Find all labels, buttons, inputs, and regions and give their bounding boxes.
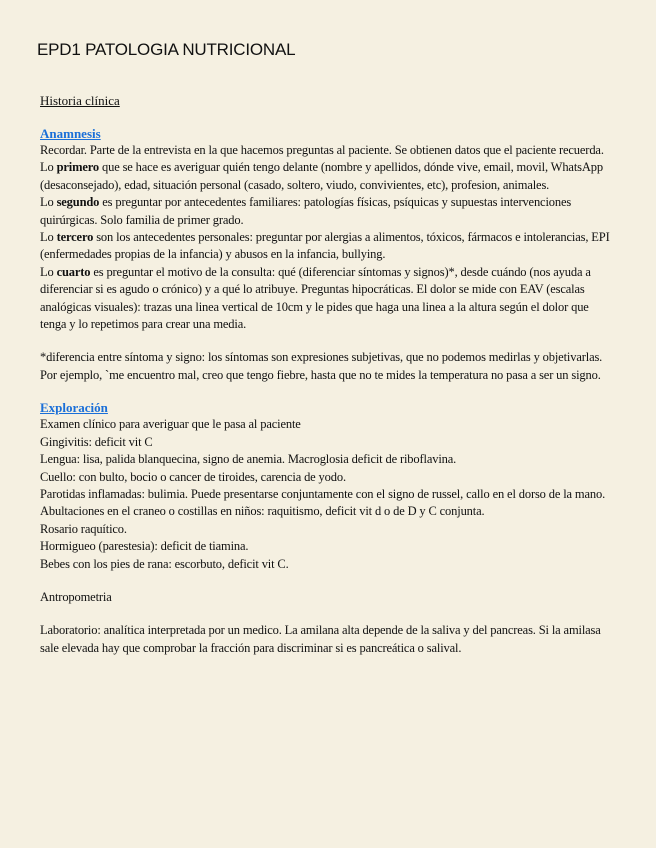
anamnesis-heading[interactable]: Anamnesis <box>40 126 101 141</box>
section-heading-historia: Historia clínica <box>40 93 120 108</box>
antropometria-heading: Antropometria <box>40 589 112 604</box>
exploracion-line: Abultaciones en el craneo o costillas en niños: raquitismo, deficit vit d o de D y C conjunta. <box>40 504 485 519</box>
anamnesis-paragraph-cuarto: Lo cuarto es preguntar el motivo de la consulta: qué (diferenciar síntomas y signos)*, desde cuándo (nos ayuda a diferenciar si es agudo o crónico) y a qué lo atribuye. Preguntas hipocráticas. El dolor se mide con EAV (escalas analógicas visuales): trazas una linea vertical de 10cm y le pides que haga una linea a la altura según el dolor que tenga y lo repetimos para crear una media. <box>40 264 591 332</box>
anamnesis-footnote: *diferencia entre síntoma y signo: los síntomas son expresiones subjetivas, que no podemos medirlas y objetivarlas. Por ejemplo, `me encuentro mal, creo que tengo fiebre, hasta que no te mides la temperatura no pasa a ser un signo. <box>40 350 603 382</box>
bold-segundo: segundo <box>56 195 100 210</box>
anamnesis-paragraph-segundo: Lo segundo es preguntar por antecedentes familiares: patologías físicas, psíquicas y supuestas intervenciones quirúrgicas. Solo familia de primer grado. <box>40 195 572 227</box>
exploracion-line: Cuello: con bulto, bocio o cancer de tiroides, carencia de yodo. <box>40 469 346 484</box>
anamnesis-paragraph-tercero: Lo tercero son los antecedentes personales: preguntar por alergias a alimentos, tóxicos, fármacos e intolerancias, EPI (enfermedades propias de la infancia) y abusos en la infancia, bullying. <box>40 230 610 262</box>
exploracion-line: Rosario raquítico. <box>40 521 127 536</box>
exploracion-line: Hormigueo (parestesia): deficit de tiamina. <box>40 539 249 554</box>
exploracion-line: Examen clínico para averiguar que le pasa al paciente <box>40 417 301 432</box>
document-title: EPD1 PATOLOGIA NUTRICIONAL <box>37 40 296 59</box>
exploracion-line: Parotidas inflamadas: bulimia. Puede presentarse conjuntamente con el signo de russel, callo en el dorso de la mano. <box>40 486 606 501</box>
exploracion-line: Gingivitis: deficit vit C <box>40 434 153 449</box>
bold-cuarto: cuarto <box>56 264 91 279</box>
bold-primero: primero <box>56 160 100 175</box>
bold-tercero: tercero <box>56 230 94 245</box>
laboratorio-paragraph: Laboratorio: analítica interpretada por un medico. La amilana alta depende de la saliva y del pancreas. Si la amilasa sale elevada hay que comprobar la fracción para discriminar si es pancreática o salival. <box>40 623 601 655</box>
exploracion-heading[interactable]: Exploración <box>40 400 108 416</box>
anamnesis-paragraph-primero: Lo primero que se hace es averiguar quién tengo delante (nombre y apellidos, dónde vive, email, movil, WhatsApp (desaconsejado), edad, situación personal (casado, soltero, viudo, convivientes, etc), profesion, animales. <box>40 160 603 192</box>
anamnesis-intro: Recordar. Parte de la entrevista en la que hacemos preguntas al paciente. Se obtienen datos que el paciente recuerda. <box>40 143 604 157</box>
exploracion-line: Lengua: lisa, palida blanquecina, signo de anemia. Macroglosia deficit de riboflavina. <box>40 452 457 467</box>
exploracion-line: Bebes con los pies de rana: escorbuto, deficit vit C. <box>40 556 289 571</box>
